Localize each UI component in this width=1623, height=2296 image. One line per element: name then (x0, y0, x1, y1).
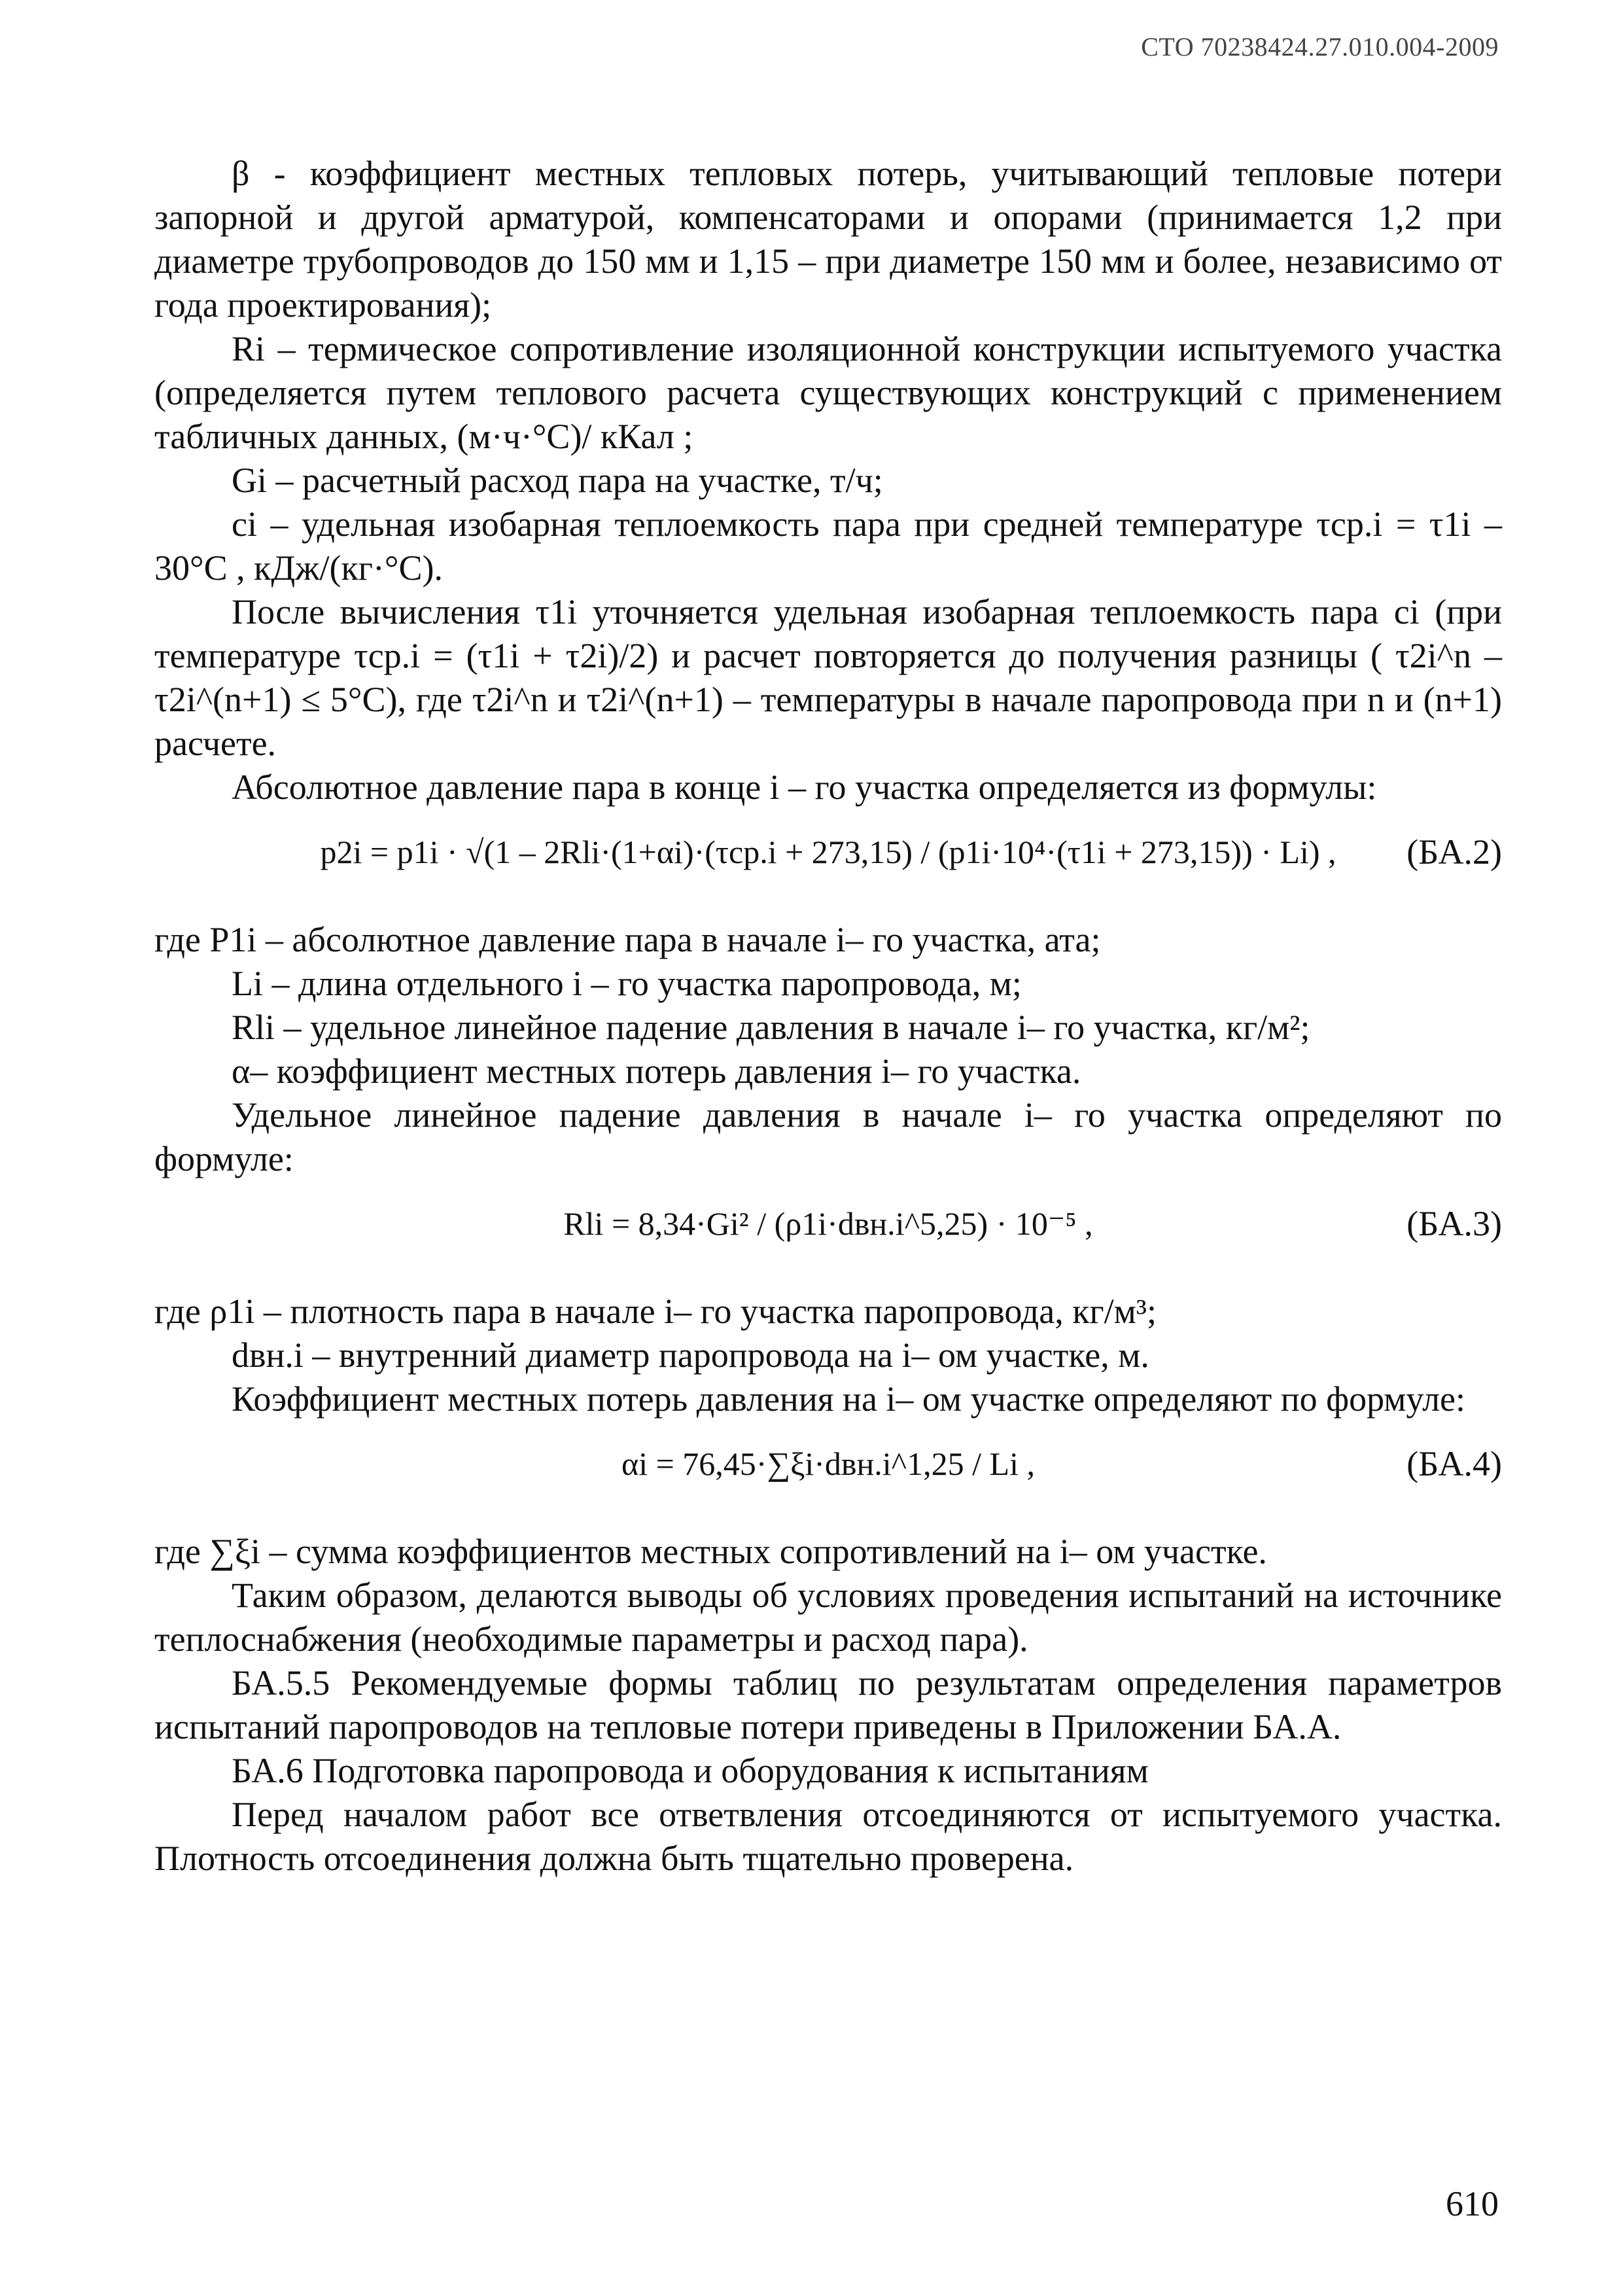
paragraph-final: Перед началом работ все ответвления отсоединяются от испытуемого участка. Плотность отсоединения должна быть тщательно проверена. (154, 1795, 1502, 1878)
where-rli: Rli – удельное линейное падение давления в начале i– го участка, кг/м²; (232, 1008, 1310, 1047)
equation-ba4 (154, 1426, 1502, 1525)
paragraph-abs-pressure: Абсолютное давление пара в конце i – го участка определяется из формулы: (232, 768, 1377, 807)
body-text (154, 152, 1502, 1881)
paragraph-ba55: БА.5.5 Рекомендуемые формы таблиц по результатам определения параметров испытаний паропроводов на тепловые потери приведены в Приложении БА.А. (154, 1663, 1502, 1746)
equation-ba2-expression: p2i = p1i · √(1 – 2Rli·(1+αi)·(τср.i + 273,15) / (p1i·10⁴·(τ1i + 273,15)) · Li) , (320, 834, 1336, 870)
paragraph-conclusion: Таким образом, делаются выводы об условиях проведения испытаний на источнике теплоснабжения (необходимые параметры и расход пара). (154, 1576, 1502, 1659)
paragraph-rli-intro: Удельное линейное падение давления в начале i– го участка определяют по формуле: (154, 1095, 1502, 1178)
paragraph-beta: β - коэффициент местных тепловых потерь, учитывающий тепловые потери запорной и другой арматурой, компенсаторами и опорами (принимается 1,2 при диаметре трубопроводов до 150 мм и 1,15 – при диаметре 150 мм и более, независимо от года проектирования); (154, 154, 1502, 325)
equation-ba3-expression: Rli = 8,34·Gi² / (ρ1i·dвн.i^5,25) · 10⁻⁵ , (563, 1205, 1093, 1242)
equation-ba2-label: (БА.2) (1406, 832, 1502, 872)
where-xi: где ∑ξi – сумма коэффициентов местных сопротивлений на i– ом участке. (154, 1532, 1267, 1571)
equation-ba2 (154, 815, 1502, 913)
section-heading-ba6: БА.6 Подготовка паропровода и оборудования к испытаниям (232, 1751, 1149, 1790)
equation-ba4-label: (БА.4) (1406, 1444, 1502, 1483)
paragraph-gi: Gi – расчетный расход пара на участке, т/ч; (232, 461, 883, 500)
where-rho: где ρ1i – плотность пара в начале i– го участка паропровода, кг/м³; (154, 1292, 1157, 1331)
where-d: dвн.i – внутренний диаметр паропровода на i– ом участке, м. (232, 1335, 1149, 1375)
paragraph-alpha-intro: Коэффициент местных потерь давления на i– ом участке определяют по формуле: (232, 1379, 1466, 1419)
paragraph-after-calc: После вычисления τ1i уточняется удельная изобарная теплоемкость пара ci (при температуре τср.i = (τ1i + τ2i)/2) и расчет повторяется до получения разницы ( τ2i^n – τ2i^(n+1) ≤ 5°С), где τ2i^n и τ2i^(n+1) – температуры в начале паропровода при n и (n+1) расчете. (154, 592, 1502, 763)
paragraph-ci: ci – удельная изобарная теплоемкость пара при средней температуре τср.i = τ1i – 30°С , кДж/(кг·°С). (154, 504, 1502, 588)
equation-ba4-expression: αi = 76,45·∑ξi·dвн.i^1,25 / Li , (621, 1445, 1035, 1482)
where-li: Li – длина отдельного i – го участка паропровода, м; (232, 964, 1022, 1003)
where-p1i: где P1i – абсолютное давление пара в начале i– го участка, ата; (154, 920, 1101, 959)
paragraph-ri: Ri – термическое сопротивление изоляционной конструкции испытуемого участка (определяется путем теплового расчета существующих конструкций с применением табличных данных, (м·ч·°С)/ кКал ; (154, 329, 1502, 456)
document-code: СТО 70238424.27.010.004-2009 (1141, 32, 1499, 62)
equation-ba3 (154, 1186, 1502, 1284)
page-number: 610 (1446, 2184, 1499, 2223)
equation-ba3-label: (БА.3) (1406, 1204, 1502, 1243)
where-alpha: α– коэффициент местных потерь давления i– го участка. (232, 1051, 1081, 1091)
